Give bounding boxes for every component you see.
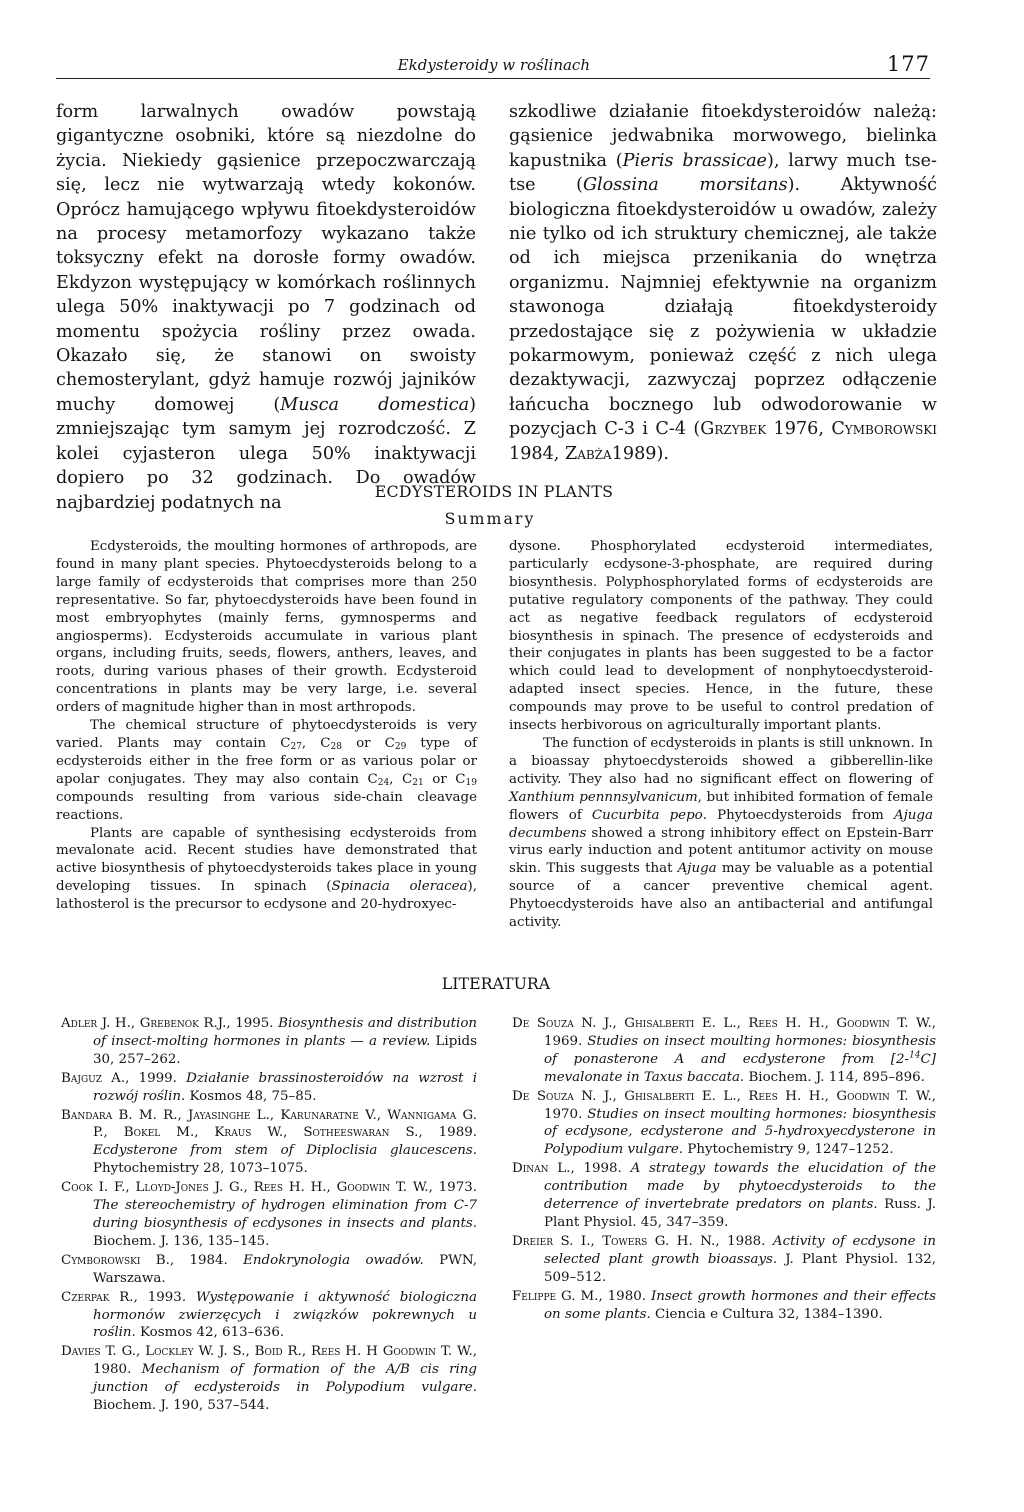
summary-paragraph [56,717,477,824]
reference-source: Lipids 30, 257–262. [93,1033,477,1067]
summary-paragraph: Ecdysteroids, the moulting hormones of arthropods, are found in many plant species. Phytoecdysteroids belong to a large family of ecdysteroids that comprises more than 250 representative. So far, phytoecdysteroids have been found in most embryophytes (mainly ferns, gymnosperms and angiosperms). Ecdysteroids accumulate in various plant organs, including fruits, seeds, flowers, anthers, leaves, and roots, during various phases of their growth. Ecdysteroid concentrations in plants may be very large, i.e. several orders of magnitude higher than in most arthropods. [56,539,477,716]
reference-source: Ciencia e Cultura 32, 1384–1390. [650,1306,883,1322]
species-name: Cucurbita pepo [591,807,703,823]
text-run: The function of ecdysteroids in plants is still unknown. In a bioassay phytoecdysteroids showed a gibberellin-like activity. They also had no significant effect on flowering of [509,735,933,787]
text-run: , but inhibited formation of female flowers of [509,789,934,823]
reference-authors: De Souza N. J., Ghisalberti E. L., Rees H. H., Goodwin T. W. [512,1016,932,1031]
references-right-column [512,1015,936,1324]
running-title: Ekdysteroidy w roślinach [397,56,590,74]
text-run: 1976, [766,419,832,440]
reference-entry [61,1070,477,1106]
text-run: , C [301,735,331,751]
reference-source: Russ. J. Plant Physiol. 45, 347–359. [544,1197,936,1230]
reference-authors: Cymborowski B. [61,1252,170,1268]
reference-entry [61,1343,477,1415]
text-run: ), lathosterol is the precursor to ecdysone and 20-hydroxyec- [56,879,477,913]
reference-entry [61,1179,477,1251]
subscript: 29 [394,741,407,752]
reference-year: , 1970. [544,1088,936,1122]
text-run: . Phytoecdysteroids from [702,807,894,823]
citation-author: Grzybek [700,419,767,440]
reference-title: Insect growth hormones and their effects on some plants. [544,1288,936,1322]
text-run: compounds resulting from various side-chain cleavage reactions. [56,789,477,823]
species-name: Xanthium pennnsylvanicum [509,789,698,805]
species-name: Musca domestica [280,394,470,415]
text-run: , C [389,771,413,787]
species-name: Ajuga [677,861,717,877]
text-run: 1989). [611,443,669,464]
reference-entry [512,1233,936,1287]
reference-authors: Cook I. F., Lloyd-Jones J. G., Rees H. H., Goodwin T. W. [61,1180,429,1196]
text-run: ), larwy much tse-tse ( [509,150,937,196]
text-run: showed a strong inhibitory effect on Epstein-Barr virus early induction and potent antitumor activity on mouse skin. This suggests that [509,825,933,877]
text-run: Plants are capable of synthesising ecdysteroids from mevalonate acid. Recent studies have demonstrated that active biosynthesis of phytoecdysteroids takes place in young developing tissues. In spinach ( [56,825,477,895]
literature-heading: LITERATURA [441,974,551,993]
reference-year: , 1973. [428,1180,477,1196]
reference-source: PWN, Warszawa. [93,1252,478,1286]
reference-title: Działanie brassinosteroidów na wzrost i rozwój roślin. [93,1070,477,1104]
polish-text-right-column [509,100,937,466]
text-run: or C [341,735,395,751]
reference-year: , 1969. [544,1016,936,1049]
reference-authors: Davies T. G., Lockley W. J. S., Boid R., Rees H. H Goodwin T. W. [61,1344,473,1360]
reference-source: J. Plant Physiol. 132, 509–512. [544,1251,936,1285]
summary-paragraph [56,825,477,915]
species-name: Glossina morsitans [583,175,788,196]
reference-title: Mechanism of formation of the A/B cis ring junction of ecdysteroids in Polypodium vulgare. [93,1362,477,1396]
reference-title: C] mevalonate in Taxus baccata. [544,1051,936,1085]
reference-source: Biochem. J. 136, 135–145. [93,1233,270,1249]
reference-source: Phytochemistry 9, 1247–1252. [683,1142,894,1158]
reference-entry [61,1015,477,1069]
summary-paragraph: dysone. Phosphorylated ecdysteroid intermediates, particularly ecdysone-3-phosphate, are required during biosynthesis. Polyphosphorylated forms of ecdysteroids are putative regulatory components of the pathway. They could act as negative feedback regulators of ecdysteroid biosynthesis in spinach. The presence of ecdysteroids and their conjugates in plants has been suggested to be a factor which could lead to development of nonphytoecdysteroid-adapted insect species. Hence, in the future, these compounds may prove to be useful to control predation of insects herbivorous on agriculturally important plants. [509,539,933,734]
citation-author: Cymborowski [831,419,937,440]
reference-title: Endokrynologia owadów. [243,1252,424,1268]
reference-authors: Felippe G. M. [512,1288,599,1304]
reference-year: , 1980. [93,1344,477,1378]
reference-entry [512,1288,936,1324]
reference-entry [512,1088,936,1160]
reference-year: , 1980. [598,1288,651,1304]
text-run: ) zmniejszając tym samym jej rozrodczość. Z kolei cyjasteron ulega 50% inaktywacji dopiero po 32 godzinach. Do owadów najbardziej podatnych na [56,394,476,513]
reference-authors: Bandara B. M. R., Jayasinghe L., Karunaratne V., Wannigama G. P., Bokel M., Kraus W., Sotheeswaran S. [61,1107,477,1141]
text-run: or C [423,771,466,787]
reference-entry [512,1015,936,1087]
page-number: 177 [886,52,930,76]
reference-year: , 1993. [133,1289,196,1305]
superscript: 14 [909,1050,921,1061]
reference-title: Activity of ecdysone in selected plant growth bioassays. [544,1233,936,1267]
reference-authors: De Souza N. J., Ghisalberti E. L., Rees H. H., Goodwin T. W. [512,1088,932,1104]
subscript: 28 [330,741,342,752]
reference-authors: Dreier S. I., Towers G. H. N. [512,1233,716,1249]
subscript: 19 [465,777,477,788]
text-run: The chemical structure of phytoecdysteroids is very varied. Plants may contain C [56,718,477,751]
reference-source: Kosmos 42, 613–636. [135,1325,285,1341]
page-header [56,52,930,79]
text-run: form larwalnych owadów powstają gigantyczne osobniki, które są niezdolne do życia. Niekiedy gąsienice przepoczwarczają się, lecz nie wytwarzają wtedy kokonów. Oprócz hamującego wpływu fitoekdysteroidów na procesy metamorfozy wykazano także toksyczny efekt na dorosłe formy owadów. Ekdyzon występujący w komórkach roślinnych ulega 50% inaktywacji po 7 godzinach od momentu spożycia rośliny przez owada. Okazało się, że stanowi on swoisty chemosterylant, gdyż hamuje rozwój jajników muchy domowej ( [56,102,476,415]
reference-year: , 1988. [715,1233,773,1249]
subscript: 27 [290,741,302,752]
summary-right-column [509,538,933,932]
reference-authors: Czerpak R. [61,1289,134,1305]
reference-entry [61,1107,477,1179]
references-left-column [61,1015,477,1416]
reference-title: Ecdysterone from stem of Diploclisia glaucescens. [93,1143,477,1159]
reference-source: Phytochemistry 28, 1073–1075. [93,1161,308,1177]
subscript: 24 [377,777,390,788]
reference-authors: Dinan L. [512,1161,571,1177]
reference-title: Studies on insect moulting hormones: biosynthesis of ecdysone, ecdysterone and 5-hydroxyecdysterone in Polypodium vulgare. [544,1106,937,1158]
reference-year: , 1995. [226,1016,279,1031]
reference-year: , 1984. [169,1252,244,1268]
species-name: Ajuga decumbens [509,807,933,841]
reference-authors: Adler J. H., Grebenok R.J. [61,1016,227,1031]
reference-title: Studies on insect moulting hormones: biosynthesis of ponasterone A and ecdysterone from [2- [544,1033,937,1067]
polish-text-left-column [56,100,476,515]
text-run: ). Aktywność biologiczna fitoekdysteroidów u owadów, zależy nie tylko od ich struktury chemicznej, ale także od ich miejsca przenikania do wnętrza organizmu. Najmniej efektywnie na organizm stawonoga działają fitoekdysteroidy przedostające się z pożywienia w układzie pokarmowym, ponieważ część z nich ulega dezaktywacji, zazwyczaj poprzez odłączenie łańcucha bocznego lub odwodorowanie w pozycjach C-3 i C-4 ( [509,175,937,440]
citation-author: Zabża [564,443,612,464]
subscript: 21 [412,777,424,788]
text-run: 1984, [509,443,565,464]
text-run: type of ecdysteroids either in the free form or as various polar or apolar conjugates. They may also contain C [56,735,477,787]
reference-title: The stereochemistry of hydrogen elimination from C-7 during biosynthesis of ecdysones in insects and plants. [93,1198,477,1231]
reference-title: A strategy towards the elucidation of the contribution made by phytoecdysteroids to the deterrence of invertebrate predators on plants. [544,1161,936,1213]
reference-title: Biosynthesis and distribution of insect-molting hormones in plants — a review. [93,1016,478,1049]
text-run: may be valuable as a potential source of a cancer preventive chemical agent. Phytoecdysteroids have also an antibacterial and antifungal activity. [509,861,933,931]
species-name: Spinacia oleracea [331,879,468,895]
summary-subheading: Summary [444,509,536,528]
summary-heading: ECDYSTEROIDS IN PLANTS [374,482,614,501]
reference-source: Biochem. J. 190, 537–544. [93,1398,270,1414]
reference-year: , 1999. [125,1070,187,1086]
reference-title: Występowanie i aktywność biologiczna hormonów zwierzęcych i związków pokrewnych u roślin. [93,1289,477,1341]
reference-year: , 1998. [570,1161,631,1177]
summary-left-column [56,538,477,914]
text-run: szkodliwe działanie fitoekdysteroidów należą: gąsienice jedwabnika morwowego, bielinka kapustnika ( [509,102,937,171]
reference-entry [61,1289,477,1343]
summary-paragraph [509,735,933,932]
reference-year: , 1989. [418,1125,477,1141]
reference-entry [512,1160,936,1232]
reference-source: Kosmos 48, 75–85. [185,1088,317,1104]
species-name: Pieris brassicae [622,150,767,171]
reference-entry [61,1252,477,1288]
reference-source: Biochem. J. 114, 895–896. [744,1069,925,1085]
reference-authors: Bajguz A. [61,1070,126,1086]
